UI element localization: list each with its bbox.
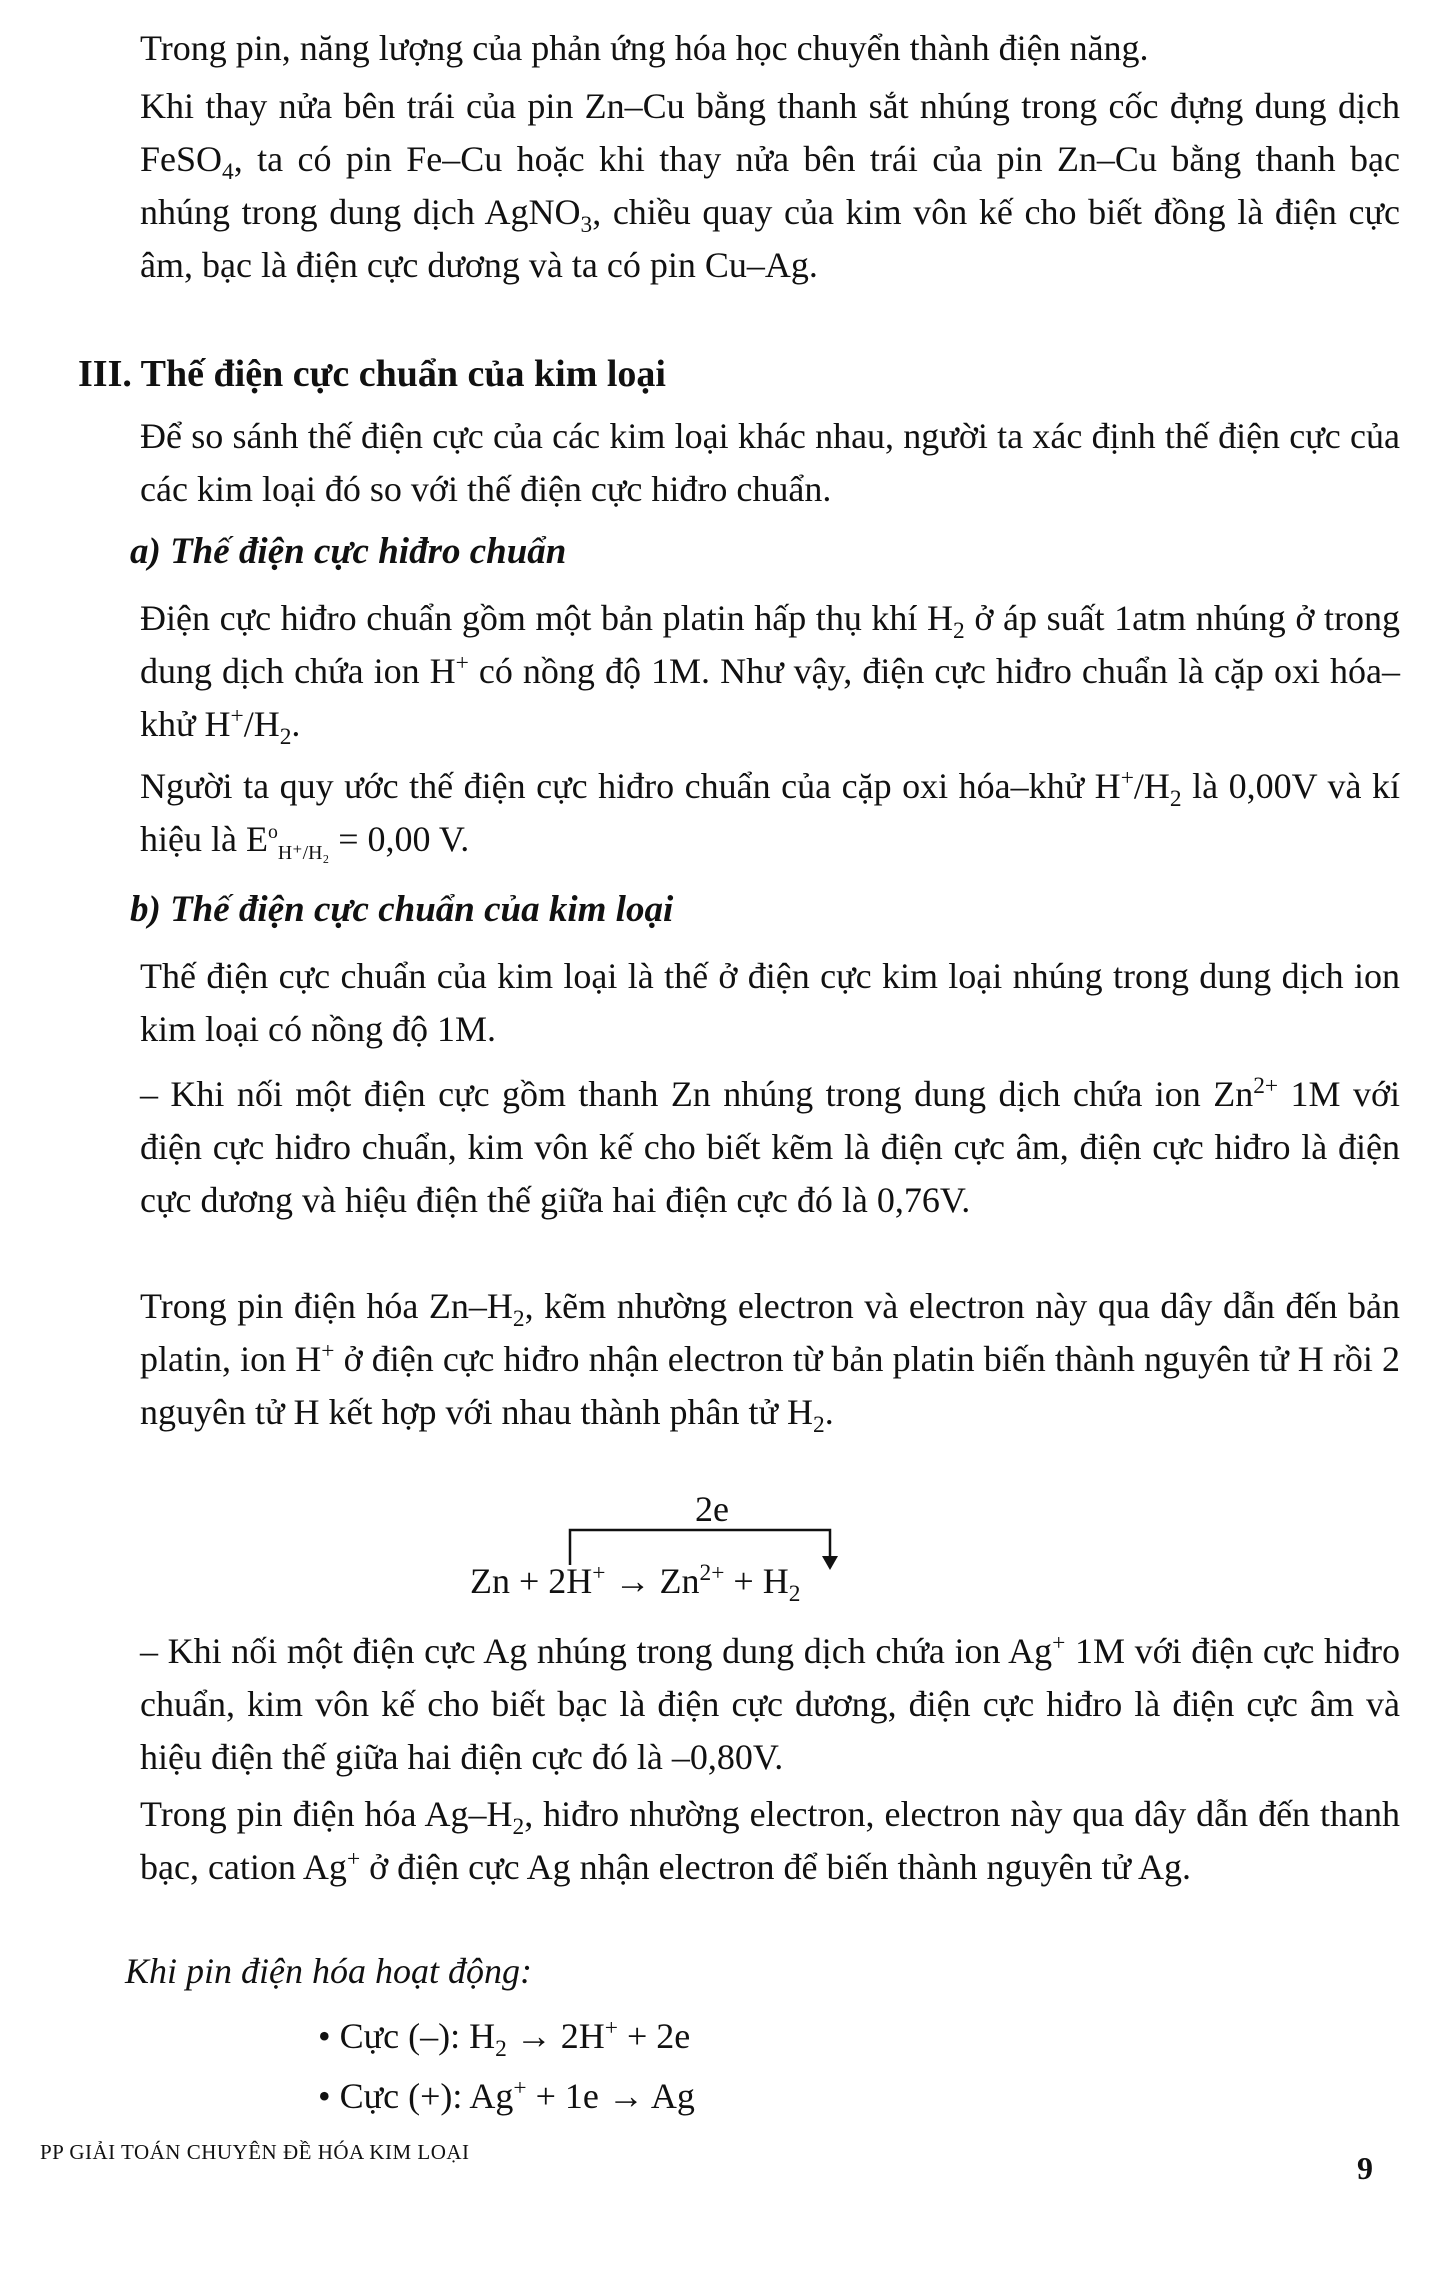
bullet-anode: • Cực (–): $H_2 \to 2H^+ + 2e$ <box>318 2015 691 2063</box>
paragraph-hydrogen-electrode: Điện cực hiđro chuẩn gồm một bản platin hấp thụ khí $H_2$ ở áp suất 1atm nhúng ở trong dung dịch chứa ion H+ có nồng độ 1M. Như vậy, điện cực hiđro chuẩn là cặp oxi hóa–khử $H^+/H_2$. <box>140 598 1401 751</box>
paragraph-zn-h2-cell: Trong pin điện hóa $Zn-H_2$, kẽm nhường electron và electron này qua dây dẫn đến bản platin, ion H+ ở điện cực hiđro nhận electron từ bản platin biến thành nguyên tử H rồi 2 nguyên tử H kết hợp với nhau thành phân tử $H_2$. <box>140 1286 1400 1439</box>
paragraph-zn-electrode: – Khi nối một điện cực gồm thanh Zn nhúng trong dung dịch chứa ion $Zn^{2+}$ 1M với điện cực hiđro chuẩn, kim vôn kế cho biết kẽm là điện cực âm, điện cực hiđro là điện cực dương và hiệu điện thế giữa hai điện cực đó là 0,76V. <box>140 1073 1400 1220</box>
equation-zn: $Zn + 2H^+ \to Zn^{2+} + H_2$ <box>470 1560 801 1608</box>
text: Trong pin, năng lượng của phản ứng hóa học chuyển thành điện năng. <box>140 28 1149 68</box>
paragraph-standard-potential: Thế điện cực chuẩn của kim loại là thế ở điện cực kim loại nhúng trong dung dịch ion kim loại có nồng độ 1M. <box>140 956 1400 1049</box>
paragraph-compare: Để so sánh thế điện cực của các kim loại khác nhau, người ta xác định thế điện cực của các kim loại đó so với thế điện cực hiđro chuẩn. <box>140 416 1400 509</box>
subheading-a: a) Thế điện cực hiđro chuẩn <box>130 531 567 572</box>
subheading-b: b) Thế điện cực chuẩn của kim loại <box>130 889 674 930</box>
footer-title: PP GIẢI TOÁN CHUYÊN ĐỀ HÓA KIM LOẠI <box>40 2140 470 2164</box>
paragraph-convention: Người ta quy ước thế điện cực hiđro chuẩn của cặp oxi hóa–khử $H^+/H_2$ là 0,00V và kí hiệu là $E^o_{H^+/H_2} = 0,00$ V. <box>140 765 1401 865</box>
bullet-cathode: • Cực (+): Ag+ + 1e → Ag <box>318 2075 695 2116</box>
paragraph-fe-cu: Khi thay nửa bên trái của pin Zn–Cu bằng thanh sắt nhúng trong cốc đựng dung dịch FeSO$_4$, ta có pin Fe–Cu hoặc khi thay nửa bên trái của pin Zn–Cu bằng thanh bạc nhúng trong dung dịch AgNO$_3$, chiều quay của kim vôn kế cho biết đồng là điện cực âm, bạc là điện cực dương và ta có pin Cu–Ag. <box>140 86 1400 285</box>
paragraph-ag-h2-cell: Trong pin điện hóa $Ag-H_2$, hiđro nhường electron, electron này qua dây dẫn đến thanh bạc, cation Ag+ ở điện cực Ag nhận electron để biến thành nguyên tử Ag. <box>140 1794 1400 1887</box>
electron-count: 2e <box>695 1489 729 1529</box>
section-heading: III. Thế điện cực chuẩn của kim loại <box>78 353 666 395</box>
paragraph-ag-electrode: – Khi nối một điện cực Ag nhúng trong dung dịch chứa ion Ag+ 1M với điện cực hiđro chuẩn, kim vôn kế cho biết bạc là điện cực dương, điện cực hiđro là điện cực âm và hiệu điện thế giữa hai điện cực đó là –0,80V. <box>140 1630 1400 1777</box>
page-number: 9 <box>1357 2150 1373 2186</box>
paragraph-intro <box>140 22 1400 75</box>
italic-note: Khi pin điện hóa hoạt động: <box>125 1951 532 1991</box>
